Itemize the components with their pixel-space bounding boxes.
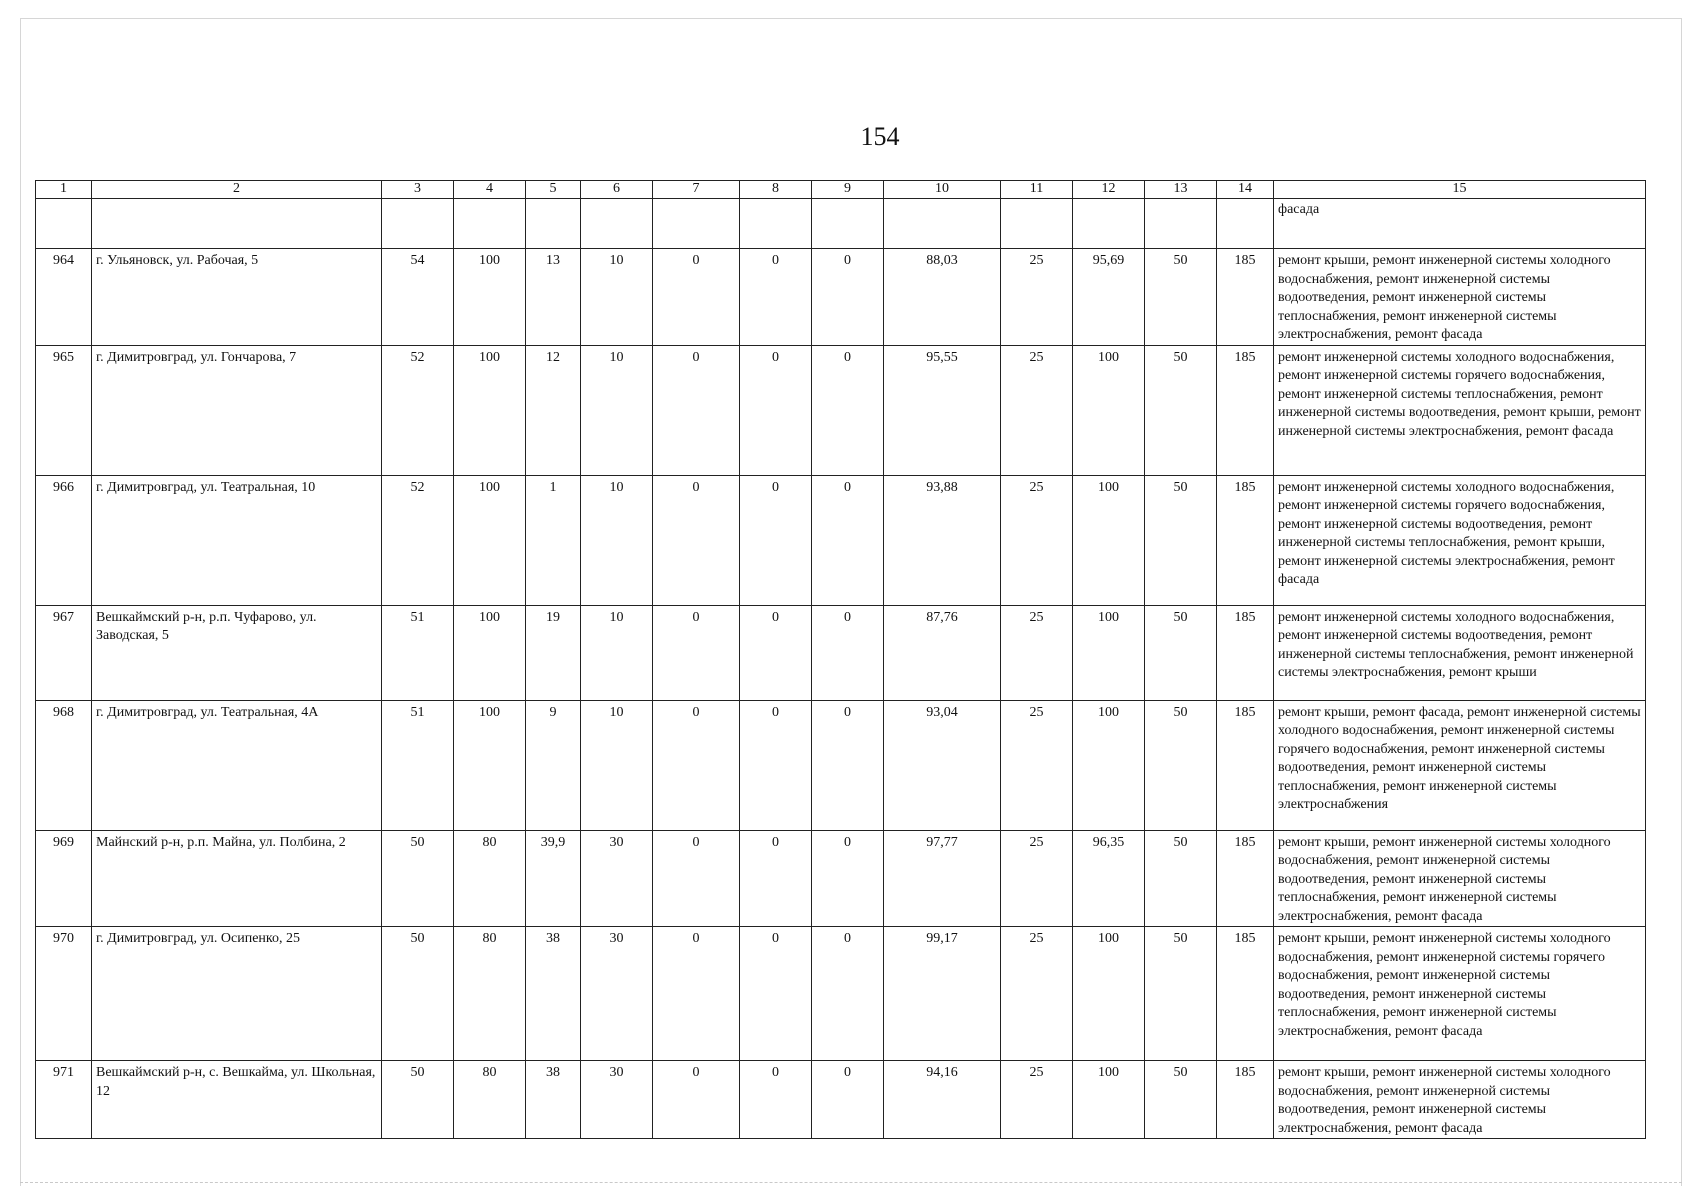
row-number: 966 <box>36 475 92 605</box>
works-cell: ремонт инженерной системы холодного водоснабжения, ремонт инженерной системы горячего водоснабжения, ремонт инженерной системы водоотведения, ремонт инженерной системы теплоснабжения, ремонт крыши, ремонт инженерной системы электроснабжения, ремонт фасада <box>1274 475 1646 605</box>
cell-c6: 10 <box>581 475 653 605</box>
column-header-4: 4 <box>454 181 526 199</box>
cell-c10: 87,76 <box>884 605 1001 700</box>
cell-c8: 0 <box>740 830 812 927</box>
cell-c14: 185 <box>1217 700 1274 830</box>
address-cell: Вешкаймский р-н, р.п. Чуфарово, ул. Заводская, 5 <box>92 605 382 700</box>
cell-c3: 50 <box>382 927 454 1061</box>
address-cell: г. Димитровград, ул. Гончарова, 7 <box>92 345 382 475</box>
cell-c9: 0 <box>812 1061 884 1139</box>
table-row <box>36 927 1646 1061</box>
works-cell: ремонт инженерной системы холодного водоснабжения, ремонт инженерной системы горячего водоснабжения, ремонт инженерной системы теплоснабжения, ремонт инженерной системы водоотведения, ремонт крыши, ремонт инженерной системы электроснабжения, ремонт фасада <box>1274 345 1646 475</box>
cell-c5: 9 <box>526 700 581 830</box>
cell-c10: 93,88 <box>884 475 1001 605</box>
table-row <box>36 1061 1646 1139</box>
cell-c11: 25 <box>1001 927 1073 1061</box>
cell-c10: 97,77 <box>884 830 1001 927</box>
column-header-11: 11 <box>1001 181 1073 199</box>
cell-c13: 50 <box>1145 345 1217 475</box>
cell-c14: 185 <box>1217 927 1274 1061</box>
cell-c14: 185 <box>1217 475 1274 605</box>
cell-c3: 52 <box>382 345 454 475</box>
address-cell: г. Димитровград, ул. Театральная, 10 <box>92 475 382 605</box>
cell-c5: 19 <box>526 605 581 700</box>
cell-c14: 185 <box>1217 830 1274 927</box>
address-cell: г. Димитровград, ул. Осипенко, 25 <box>92 927 382 1061</box>
cell-c12: 95,69 <box>1073 249 1145 346</box>
cell-c3: 50 <box>382 830 454 927</box>
cell-c7: 0 <box>653 475 740 605</box>
works-cell: ремонт крыши, ремонт инженерной системы холодного водоснабжения, ремонт инженерной системы горячего водоснабжения, ремонт инженерной системы водоотведения, ремонт инженерной системы теплоснабжения, ремонт инженерной системы электроснабжения, ремонт фасада <box>1274 927 1646 1061</box>
cell-c14: 185 <box>1217 345 1274 475</box>
cell-c5: 1 <box>526 475 581 605</box>
column-header-3: 3 <box>382 181 454 199</box>
column-header-12: 12 <box>1073 181 1145 199</box>
cell-c8: 0 <box>740 927 812 1061</box>
cell-c8: 0 <box>740 475 812 605</box>
cell-c7: 0 <box>653 249 740 346</box>
cell-c3: 51 <box>382 700 454 830</box>
cell-c8: 0 <box>740 249 812 346</box>
cell-c7: 0 <box>653 1061 740 1139</box>
cell-c12: 100 <box>1073 1061 1145 1139</box>
cell-c4: 80 <box>454 1061 526 1139</box>
cell-c12: 100 <box>1073 345 1145 475</box>
cell-c10: 95,55 <box>884 345 1001 475</box>
cell-c14: 185 <box>1217 605 1274 700</box>
cell-c11: 25 <box>1001 475 1073 605</box>
cell-c6: 30 <box>581 927 653 1061</box>
continuation-text: фасада <box>1274 199 1646 249</box>
cell-c9: 0 <box>812 475 884 605</box>
table-row <box>36 605 1646 700</box>
cell-c3: 54 <box>382 249 454 346</box>
cell-c11: 25 <box>1001 249 1073 346</box>
cell-c11: 25 <box>1001 1061 1073 1139</box>
cell-c4: 100 <box>454 700 526 830</box>
row-number: 968 <box>36 700 92 830</box>
address-cell: Вешкаймский р-н, с. Вешкайма, ул. Школьная, 12 <box>92 1061 382 1139</box>
cell-c8: 0 <box>740 700 812 830</box>
address-cell: Майнский р-н, р.п. Майна, ул. Полбина, 2 <box>92 830 382 927</box>
cell-c13: 50 <box>1145 830 1217 927</box>
cell-c4: 100 <box>454 475 526 605</box>
cell-c13: 50 <box>1145 1061 1217 1139</box>
cell-c4: 80 <box>454 830 526 927</box>
cell-c4: 100 <box>454 605 526 700</box>
cell-c6: 10 <box>581 249 653 346</box>
column-header-6: 6 <box>581 181 653 199</box>
works-cell: ремонт крыши, ремонт фасада, ремонт инженерной системы холодного водоснабжения, ремонт инженерной системы горячего водоснабжения, ремонт инженерной системы водоотведения, ремонт инженерной системы теплоснабжения, ремонт инженерной системы электроснабжения <box>1274 700 1646 830</box>
cell-c4: 100 <box>454 249 526 346</box>
cell-c11: 25 <box>1001 605 1073 700</box>
column-header-1: 1 <box>36 181 92 199</box>
column-number-row <box>36 181 1646 199</box>
column-header-8: 8 <box>740 181 812 199</box>
cell-c10: 88,03 <box>884 249 1001 346</box>
cell-c6: 30 <box>581 1061 653 1139</box>
page-number: 154 <box>860 122 900 151</box>
cell-c8: 0 <box>740 345 812 475</box>
row-number: 969 <box>36 830 92 927</box>
cell-c9: 0 <box>812 927 884 1061</box>
table-row <box>36 475 1646 605</box>
cell-c13: 50 <box>1145 249 1217 346</box>
table-row <box>36 249 1646 346</box>
cell-c12: 96,35 <box>1073 830 1145 927</box>
cell-c8: 0 <box>740 605 812 700</box>
column-header-5: 5 <box>526 181 581 199</box>
cell-c7: 0 <box>653 700 740 830</box>
address-cell: г. Димитровград, ул. Театральная, 4А <box>92 700 382 830</box>
cell-c6: 10 <box>581 345 653 475</box>
column-header-13: 13 <box>1145 181 1217 199</box>
cell-c10: 94,16 <box>884 1061 1001 1139</box>
cell-c14: 185 <box>1217 1061 1274 1139</box>
cell-c10: 93,04 <box>884 700 1001 830</box>
works-cell: ремонт крыши, ремонт инженерной системы холодного водоснабжения, ремонт инженерной системы водоотведения, ремонт инженерной системы теплоснабжения, ремонт инженерной системы электроснабжения, ремонт фасада <box>1274 830 1646 927</box>
row-number: 971 <box>36 1061 92 1139</box>
cell-c3: 52 <box>382 475 454 605</box>
column-header-15: 15 <box>1274 181 1646 199</box>
row-number: 964 <box>36 249 92 346</box>
cell-c13: 50 <box>1145 927 1217 1061</box>
cell-c5: 12 <box>526 345 581 475</box>
cell-c12: 100 <box>1073 475 1145 605</box>
cell-c11: 25 <box>1001 345 1073 475</box>
cell-c13: 50 <box>1145 605 1217 700</box>
cell-c10: 99,17 <box>884 927 1001 1061</box>
cell-c13: 50 <box>1145 700 1217 830</box>
row-number: 967 <box>36 605 92 700</box>
cell-c13: 50 <box>1145 475 1217 605</box>
cell-c6: 10 <box>581 700 653 830</box>
cell-c4: 80 <box>454 927 526 1061</box>
row-number: 970 <box>36 927 92 1061</box>
cell-c9: 0 <box>812 249 884 346</box>
cell-c14: 185 <box>1217 249 1274 346</box>
column-header-2: 2 <box>92 181 382 199</box>
cell-c3: 51 <box>382 605 454 700</box>
cell-c9: 0 <box>812 830 884 927</box>
cell-c12: 100 <box>1073 927 1145 1061</box>
cell-c3: 50 <box>382 1061 454 1139</box>
cell-c8: 0 <box>740 1061 812 1139</box>
row-number: 965 <box>36 345 92 475</box>
register-table <box>35 180 1646 1139</box>
cell-c12: 100 <box>1073 700 1145 830</box>
cell-c9: 0 <box>812 700 884 830</box>
table-row <box>36 830 1646 927</box>
cell-c6: 30 <box>581 830 653 927</box>
cell-c9: 0 <box>812 605 884 700</box>
cell-c5: 13 <box>526 249 581 346</box>
works-cell: ремонт крыши, ремонт инженерной системы холодного водоснабжения, ремонт инженерной системы водоотведения, ремонт инженерной системы теплоснабжения, ремонт инженерной системы электроснабжения, ремонт фасада <box>1274 249 1646 346</box>
cell-c7: 0 <box>653 830 740 927</box>
cell-c4: 100 <box>454 345 526 475</box>
cell-c5: 38 <box>526 927 581 1061</box>
column-header-9: 9 <box>812 181 884 199</box>
cell-c5: 38 <box>526 1061 581 1139</box>
table-row <box>36 345 1646 475</box>
cell-c7: 0 <box>653 345 740 475</box>
cell-c11: 25 <box>1001 700 1073 830</box>
works-cell: ремонт инженерной системы холодного водоснабжения, ремонт инженерной системы водоотведения, ремонт инженерной системы теплоснабжения, ремонт инженерной системы электроснабжения, ремонт крыши <box>1274 605 1646 700</box>
cell-c5: 39,9 <box>526 830 581 927</box>
table-row <box>36 700 1646 830</box>
cell-c7: 0 <box>653 927 740 1061</box>
cell-c12: 100 <box>1073 605 1145 700</box>
cell-c11: 25 <box>1001 830 1073 927</box>
cell-c9: 0 <box>812 345 884 475</box>
column-header-7: 7 <box>653 181 740 199</box>
works-cell: ремонт крыши, ремонт инженерной системы холодного водоснабжения, ремонт инженерной системы водоотведения, ремонт инженерной системы электроснабжения, ремонт фасада <box>1274 1061 1646 1139</box>
page-bottom-edge <box>20 1182 1682 1183</box>
cell-c6: 10 <box>581 605 653 700</box>
column-header-10: 10 <box>884 181 1001 199</box>
column-header-14: 14 <box>1217 181 1274 199</box>
continuation-row <box>36 199 1646 249</box>
address-cell: г. Ульяновск, ул. Рабочая, 5 <box>92 249 382 346</box>
cell-c7: 0 <box>653 605 740 700</box>
